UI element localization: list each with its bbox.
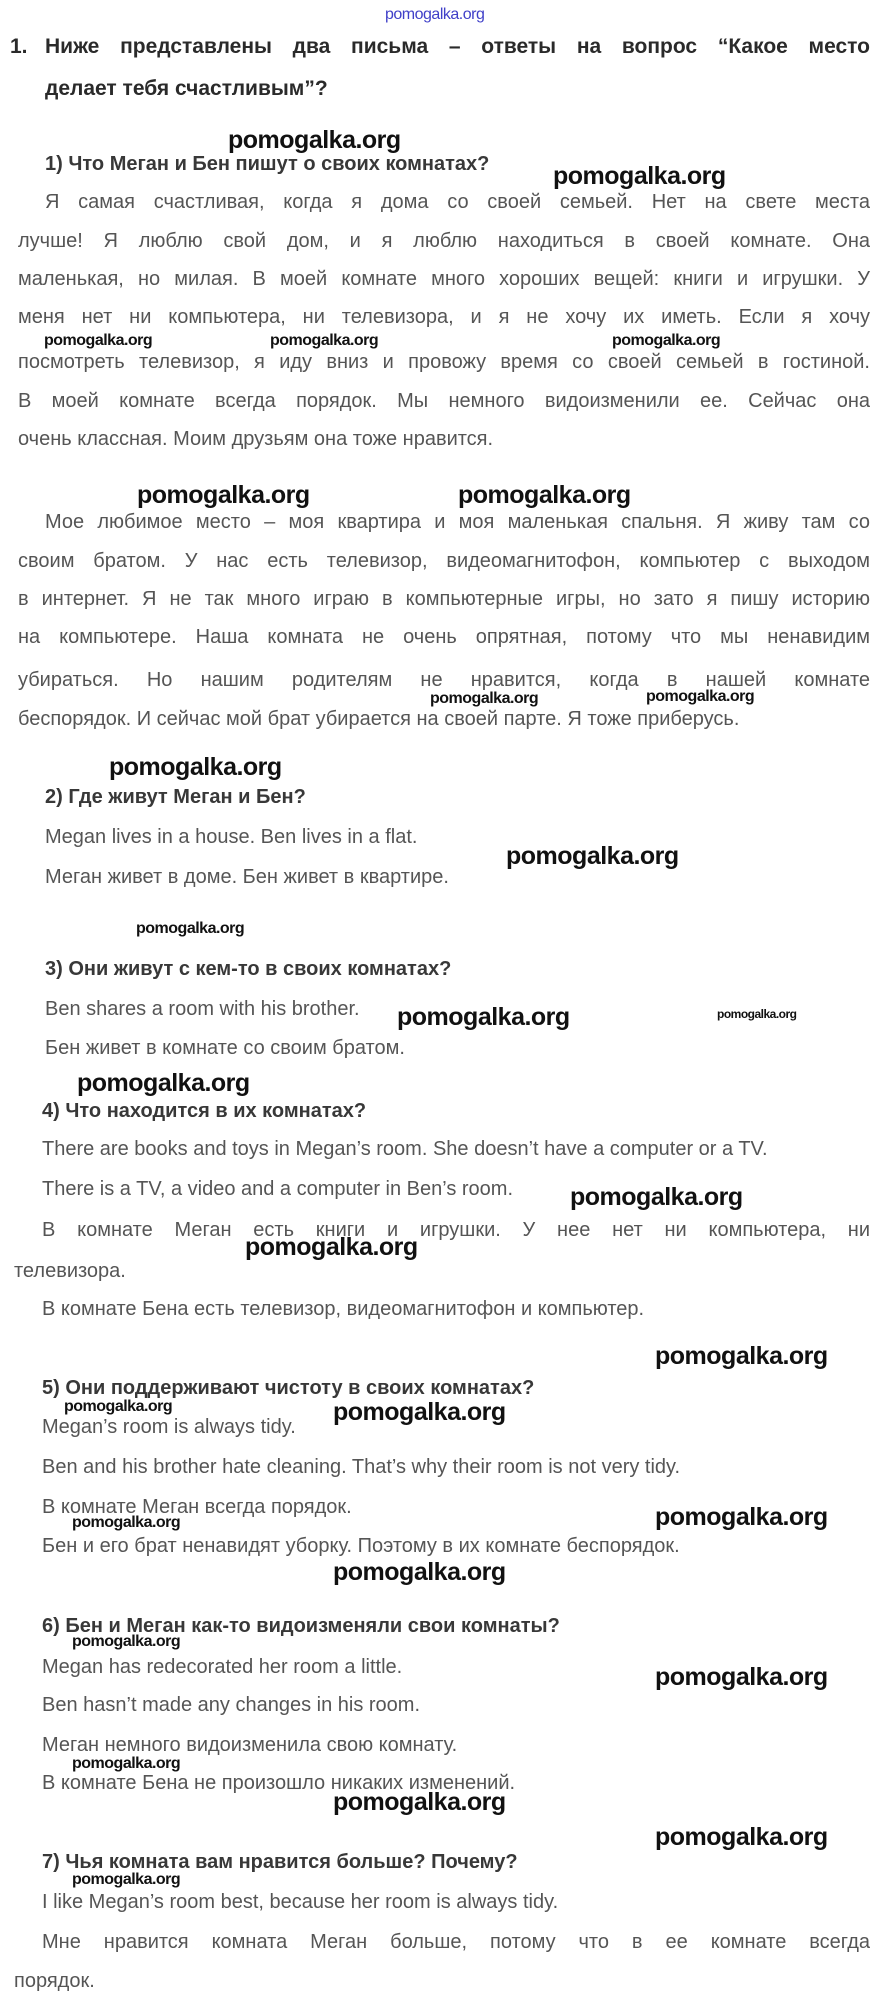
question-text-line: Ниже представлены два письма – ответы на вопрос “Какое место bbox=[45, 35, 870, 58]
section-heading: 1) Что Меган и Бен пишут о своих комнатах? bbox=[45, 153, 490, 175]
answer-line: Megan lives in a house. Ben lives in a flat. bbox=[45, 826, 418, 848]
letter-line: беспорядок. И сейчас мой брат убирается на своей парте. Я тоже приберусь. bbox=[18, 708, 740, 730]
section-heading: 5) Они поддерживают чистоту в своих комнатах? bbox=[42, 1377, 535, 1399]
answer-line: There are books and toys in Megan’s room. She doesn’t have a computer or a TV. bbox=[42, 1138, 768, 1160]
answer-line: В комнате Бена есть телевизор, видеомагнитофон и компьютер. bbox=[42, 1298, 645, 1320]
watermark: pomogalka.org bbox=[333, 1788, 506, 1816]
watermark: pomogalka.org bbox=[655, 1823, 828, 1851]
watermark: pomogalka.org bbox=[458, 481, 631, 509]
letter-line: Я самая счастливая, когда я дома со своей семьей. Нет на свете места bbox=[45, 191, 870, 213]
letter-line: посмотреть телевизор, я иду вниз и провожу время со своей семьей в гостиной. bbox=[18, 351, 870, 373]
answer-line: I like Megan’s room best, because her room is always tidy. bbox=[42, 1891, 559, 1913]
watermark: pomogalka.org bbox=[506, 842, 679, 870]
watermark: pomogalka.org bbox=[72, 1755, 181, 1772]
answer-line: Ben and his brother hate cleaning. That’s why their room is not very tidy. bbox=[42, 1456, 681, 1478]
answer-line: Megan’s room is always tidy. bbox=[42, 1416, 296, 1438]
watermark: pomogalka.org bbox=[136, 920, 245, 937]
watermark: pomogalka.org bbox=[717, 1007, 797, 1021]
letter-line: на компьютере. Наша комната не очень опрятная, потому что мы ненавидим bbox=[18, 626, 870, 648]
section-heading: 2) Где живут Меган и Бен? bbox=[45, 786, 306, 808]
watermark: pomogalka.org bbox=[64, 1398, 173, 1415]
section-heading: 4) Что находится в их комнатах? bbox=[42, 1100, 367, 1122]
watermark: pomogalka.org bbox=[646, 688, 755, 705]
answer-line: Меган живет в доме. Бен живет в квартире. bbox=[45, 866, 449, 888]
section-heading: 6) Бен и Меган как-то видоизменяли свои комнаты? bbox=[42, 1615, 560, 1637]
watermark: pomogalka.org bbox=[77, 1069, 250, 1097]
question-number: 1. bbox=[10, 35, 28, 58]
answer-line: Бен и его брат ненавидят уборку. Поэтому в их комнате беспорядок. bbox=[42, 1535, 680, 1557]
watermark: pomogalka.org bbox=[655, 1663, 828, 1691]
watermark: pomogalka.org bbox=[553, 162, 726, 190]
watermark: pomogalka.org bbox=[430, 690, 539, 707]
watermark: pomogalka.org bbox=[570, 1183, 743, 1211]
letter-line: маленькая, но милая. В моей комнате много хороших вещей: книги и игрушки. У bbox=[18, 268, 870, 290]
answer-line: В комнате Бена не произошло никаких изменений. bbox=[42, 1772, 516, 1794]
answer-line: Мне нравится комната Меган больше, потому что в ее комнате всегда bbox=[42, 1931, 870, 1953]
letter-line: убираться. Но нашим родителям не нравится, когда в нашей комнате bbox=[18, 669, 870, 691]
answer-line: Ben shares a room with his brother. bbox=[45, 998, 360, 1020]
answer-line: There is a TV, a video and a computer in Ben’s room. bbox=[42, 1178, 514, 1200]
letter-line: своим братом. У нас есть телевизор, видеомагнитофон, компьютер с выходом bbox=[18, 550, 870, 572]
watermark: pomogalka.org bbox=[72, 1514, 181, 1531]
letter-line: в интернет. Я не так много играю в компьютерные игры, но зато я пишу историю bbox=[18, 588, 870, 610]
answer-line: порядок. bbox=[14, 1970, 95, 1992]
letter-line: В моей комнате всегда порядок. Мы немного видоизменили ее. Сейчас она bbox=[18, 390, 870, 412]
watermark: pomogalka.org bbox=[245, 1233, 418, 1261]
answer-line: Меган немного видоизменила свою комнату. bbox=[42, 1734, 458, 1756]
watermark: pomogalka.org bbox=[109, 753, 282, 781]
letter-line: Мое любимое место – моя квартира и моя маленькая спальня. Я живу там со bbox=[45, 511, 870, 533]
watermark: pomogalka.org bbox=[270, 332, 379, 349]
watermark: pomogalka.org bbox=[72, 1871, 181, 1888]
section-heading: 7) Чья комната вам нравится больше? Почему? bbox=[42, 1851, 518, 1873]
watermark: pomogalka.org bbox=[44, 332, 153, 349]
watermark: pomogalka.org bbox=[397, 1003, 570, 1031]
letter-line: меня нет ни компьютера, ни телевизора, и я не хочу их иметь. Если я хочу bbox=[18, 306, 870, 328]
letter-line: очень классная. Моим друзьям она тоже нравится. bbox=[18, 428, 494, 450]
watermark: pomogalka.org bbox=[612, 332, 721, 349]
answer-line: Бен живет в комнате со своим братом. bbox=[45, 1037, 405, 1059]
site-watermark-link[interactable]: pomogalka.org bbox=[385, 6, 485, 23]
watermark: pomogalka.org bbox=[72, 1633, 181, 1650]
watermark: pomogalka.org bbox=[655, 1503, 828, 1531]
section-heading: 3) Они живут с кем-то в своих комнатах? bbox=[45, 958, 452, 980]
answer-line: Megan has redecorated her room a little. bbox=[42, 1656, 403, 1678]
answer-line: телевизора. bbox=[14, 1260, 126, 1282]
watermark: pomogalka.org bbox=[333, 1558, 506, 1586]
answer-line: В комнате Меган всегда порядок. bbox=[42, 1496, 352, 1518]
letter-line: лучше! Я люблю свой дом, и я люблю находиться в своей комнате. Она bbox=[18, 230, 870, 252]
watermark: pomogalka.org bbox=[333, 1398, 506, 1426]
watermark: pomogalka.org bbox=[655, 1342, 828, 1370]
answer-line: В комнате Меган есть книги и игрушки. У нее нет ни компьютера, ни bbox=[42, 1219, 870, 1241]
answer-line: Ben hasn’t made any changes in his room. bbox=[42, 1694, 420, 1716]
watermark: pomogalka.org bbox=[228, 126, 401, 154]
question-text-line: делает тебя счастливым”? bbox=[45, 77, 328, 100]
watermark: pomogalka.org bbox=[137, 481, 310, 509]
